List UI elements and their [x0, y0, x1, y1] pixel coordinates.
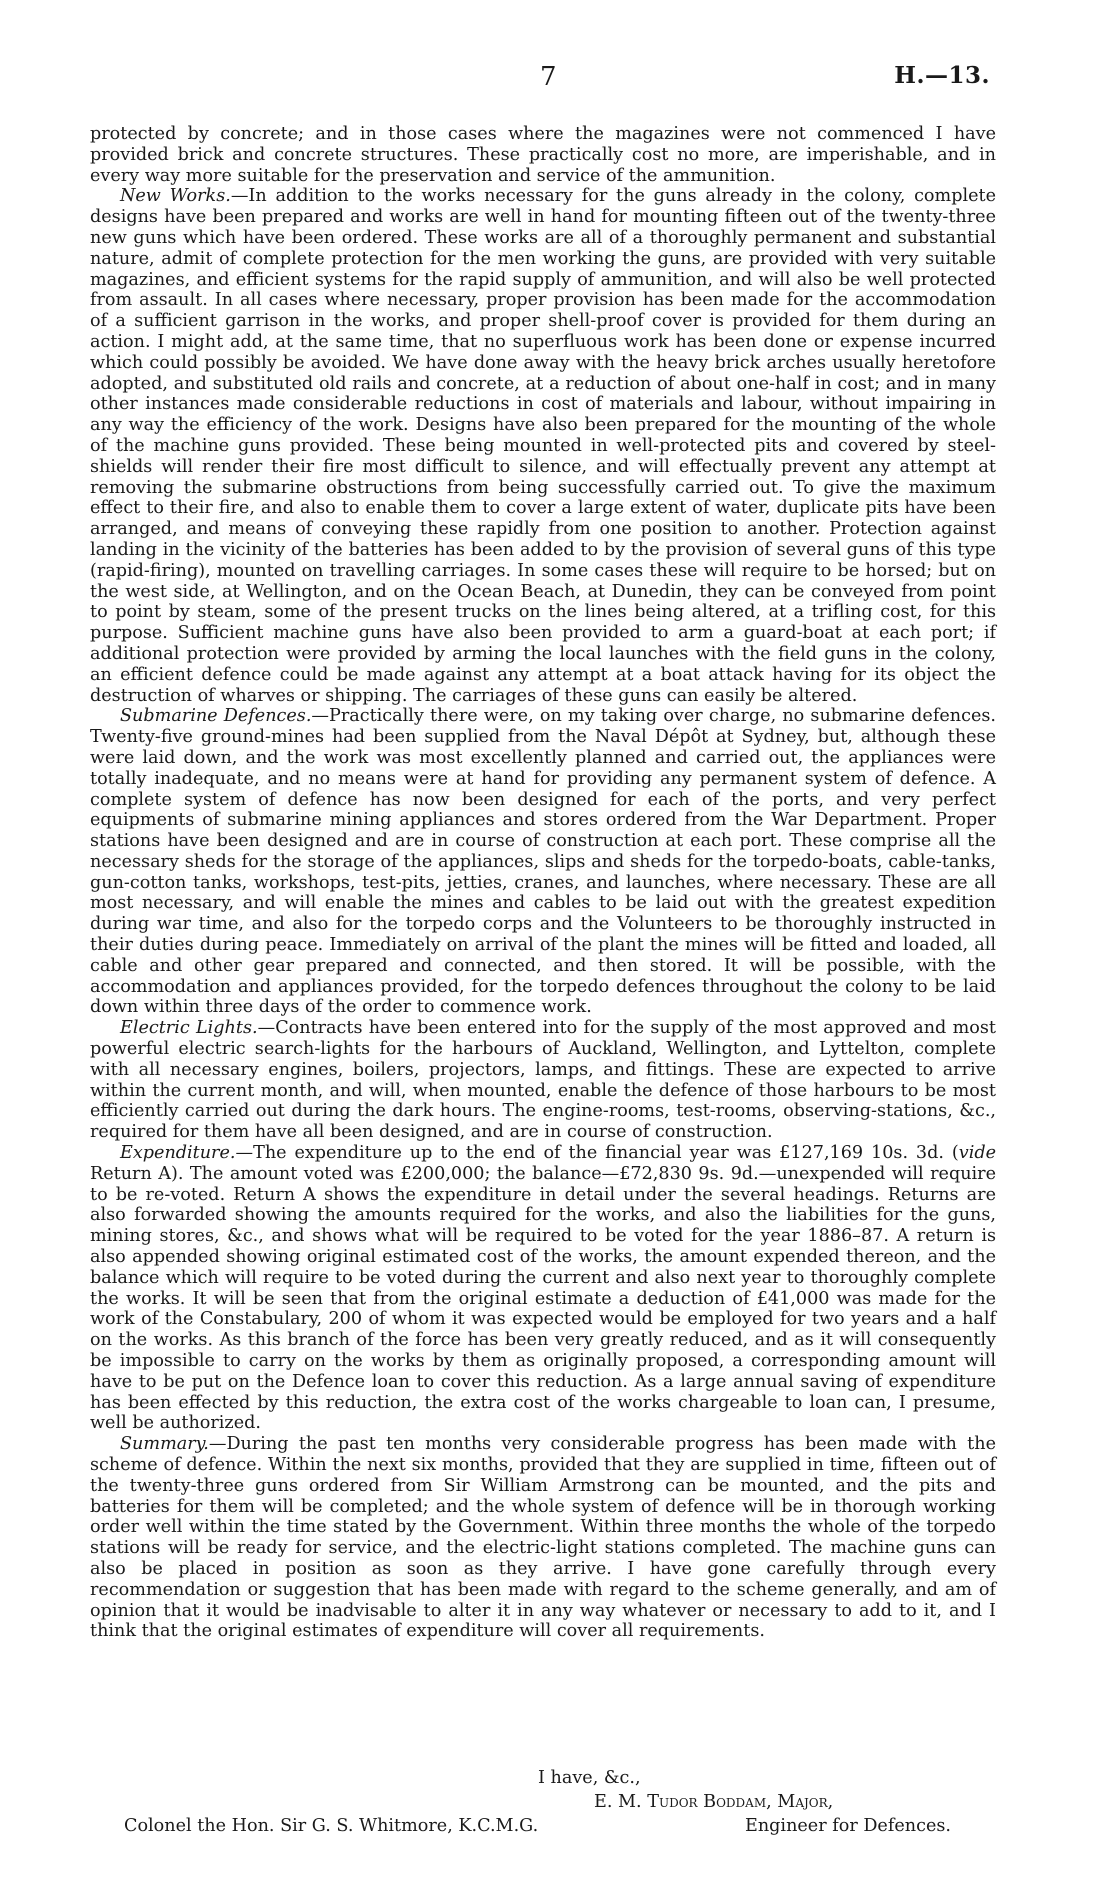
paragraph-electric-lights — [90, 1018, 996, 1143]
paragraph-text: —The expenditure up to the end of the financial year was £127,169 10s. 3d. ( — [235, 1143, 959, 1164]
section-heading-submarine-defences: Submarine Defences. — [120, 706, 312, 727]
addressee: Colonel the Hon. Sir G. S. Whitmore, K.C.M.G. — [124, 1816, 539, 1836]
vide-reference: vide — [958, 1143, 996, 1164]
paragraph-text: Return A). The amount voted was £200,000; the balance—£72,830 9s. 9d.—unexpended will require to be re-voted. Return A shows the expenditure in detail under the several headings. Returns are also forwarded showing the amounts required for the works, and also the liabilities for the guns, mining stores, &c., and shows what will be required to be voted for the year 1886–87. A return is also appended showing original estimated cost of the works, the amount expended thereon, and the balance which will require to be voted during the current and also next year to thoroughly complete the works. It will be seen that from the original estimate a deduction of £41,000 was made for the work of the Constabulary, 200 of whom it was expected would be employed for two years and a half on the works. As this branch of the force has been very greatly reduced, and as it will consequently be impossible to carry on the works by them as originally proposed, a corresponding amount will have to be put on the Defence loan to cover this reduction. As a large annual saving of expenditure has been effected by this reduction, the extra cost of the works chargeable to loan can, I presume, well be authorized. — [90, 1163, 996, 1434]
paragraph-new-works — [90, 186, 996, 706]
section-heading-expenditure: Expenditure. — [120, 1143, 236, 1164]
paragraph-text: —In addition to the works necessary for the guns already in the colony, complete designs have been prepared and works are well in hand for mounting fifteen out of the twenty-three new guns which have been ordered. These works are all of a thoroughly permanent and substantial nature, admit of complete protection for the men working the guns, are provided with very suitable magazines, and efficient systems for the rapid supply of ammunition, and will also be well protected from assault. In all cases where necessary, proper provision has been made for the accommodation of a sufficient garrison in the works, and proper shell-proof cover is provided for them during an action. I might add, at the same time, that no superfluous work has been done or expense incurred which could possibly be avoided. We have done away with the heavy brick arches usually heretofore adopted, and substituted old rails and concrete, at a reduction of about one-half in cost; and in many other instances made considerable reductions in cost of materials and labour, without impairing in any way the efficiency of the work. Designs have also been prepared for the mounting of the whole of the machine guns provided. These being mounted in well-protected pits and covered by steel-shields will render their fire most difficult to silence, and will effectually prevent any attempt at removing the submarine obstructions from being successfully carried out. To give the maximum effect to their fire, and also to enable them to cover a large extent of water, duplicate pits have been arranged, and means of conveying these rapidly from one position to another. Protection against landing in the vicinity of the batteries has been added to by the provision of several guns of this type (rapid-firing), mounted on travelling carriages. In some cases these will require to be horsed; but on the west side, at Wellington, and on the Ocean Beach, at Dunedin, they can be conveyed from point to point by steam, some of the present trucks on the lines being altered, at a trifling cost, for this purpose. Sufficient machine guns have also been provided to arm a guard-boat at each port; if additional protection were provided by arming the local launches with the field guns in the colony, an efficient defence could be made against any attempt at a boat attack having for its object the destruction of wharves or shipping. The carriages of these guns can easily be altered. — [90, 186, 996, 706]
paragraph-submarine-defences — [90, 706, 996, 1018]
section-heading-electric-lights: Electric Lights. — [120, 1018, 258, 1039]
signature-name: E. M. Tudor Boddam, Major, — [594, 1792, 834, 1812]
paragraph-text: —Practically there were, on my taking over charge, no submarine defences. Twenty-five ground-mines had been supplied from the Naval Dépôt at Sydney, but, although these were laid down, and the work was most excellently planned and carried out, the appliances were totally inadequate, and no means were at hand for providing any permanent system of defence. A complete system of defence has now been designed for each of the ports, and very perfect equipments of submarine mining appliances and stores ordered from the War Department. Proper stations have been designed and are in course of construction at each port. These comprise all the necessary sheds for the storage of the appliances, slips and sheds for the torpedo-boats, cable-tanks, gun-cotton tanks, workshops, test-pits, jetties, cranes, and launches, where necessary. These are all most necessary, and will enable the mines and cables to be laid out with the greatest expedition during war time, and also for the torpedo corps and the Volunteers to be thoroughly instructed in their duties during peace. Immediately on arrival of the plant the mines will be fitted and loaded, all cable and other gear prepared and connected, and then stored. It will be possible, with the accommodation and appliances provided, for the torpedo defences throughout the colony to be laid down within three days of the order to commence work. — [90, 706, 996, 1018]
paragraph-text: —During the past ten months very considerable progress has been made with the scheme of defence. Within the next six months, provided that they are supplied in time, fifteen out of the twenty-three guns ordered from Sir William Armstrong can be mounted, and the pits and batteries for them will be completed; and the whole system of defence will be in thorough working order well within the time stated by the Government. Within three months the whole of the torpedo stations will be ready for service, and the electric-light stations completed. The machine guns can also be placed in position as soon as they arrive. I have gone carefully through every recommendation or suggestion that has been made with regard to the scheme generally, and am of opinion that it would be inadvisable to alter it in any way whatever or necessary to add to it, and I think that the original estimates of expenditure will cover all requirements. — [90, 1434, 996, 1642]
page-header — [0, 62, 1114, 96]
paragraph-text: protected by concrete; and in those cases where the magazines were not commenced I have provided brick and concrete structures. These practically cost no more, are imperishable, and in every way more suitable for the preservation and service of the ammunition. — [90, 124, 996, 186]
paragraph-summary — [90, 1434, 996, 1642]
paragraph-text: —Contracts have been entered into for the supply of the most approved and most powerful electric search-lights for the harbours of Auckland, Wellington, and Lyttelton, complete with all necessary engines, boilers, projectors, lamps, and fittings. These are expected to arrive within the current month, and will, when mounted, enable the defence of those harbours to be most efficiently carried out during the dark hours. The engine-rooms, test-rooms, observing-stations, &c., required for them have all been designed, and are in course of construction. — [90, 1018, 996, 1143]
closing-salutation: I have, &c., — [538, 1768, 641, 1788]
body-text — [90, 124, 996, 1642]
paragraph-expenditure — [90, 1143, 996, 1434]
page-number: 7 — [540, 62, 557, 92]
paragraph-continued — [90, 124, 996, 186]
signer-title: Engineer for Defences. — [745, 1816, 951, 1836]
section-heading-new-works: New Works. — [120, 186, 231, 207]
section-heading-summary: Summary. — [120, 1434, 209, 1455]
document-reference: H.—13. — [894, 62, 990, 89]
